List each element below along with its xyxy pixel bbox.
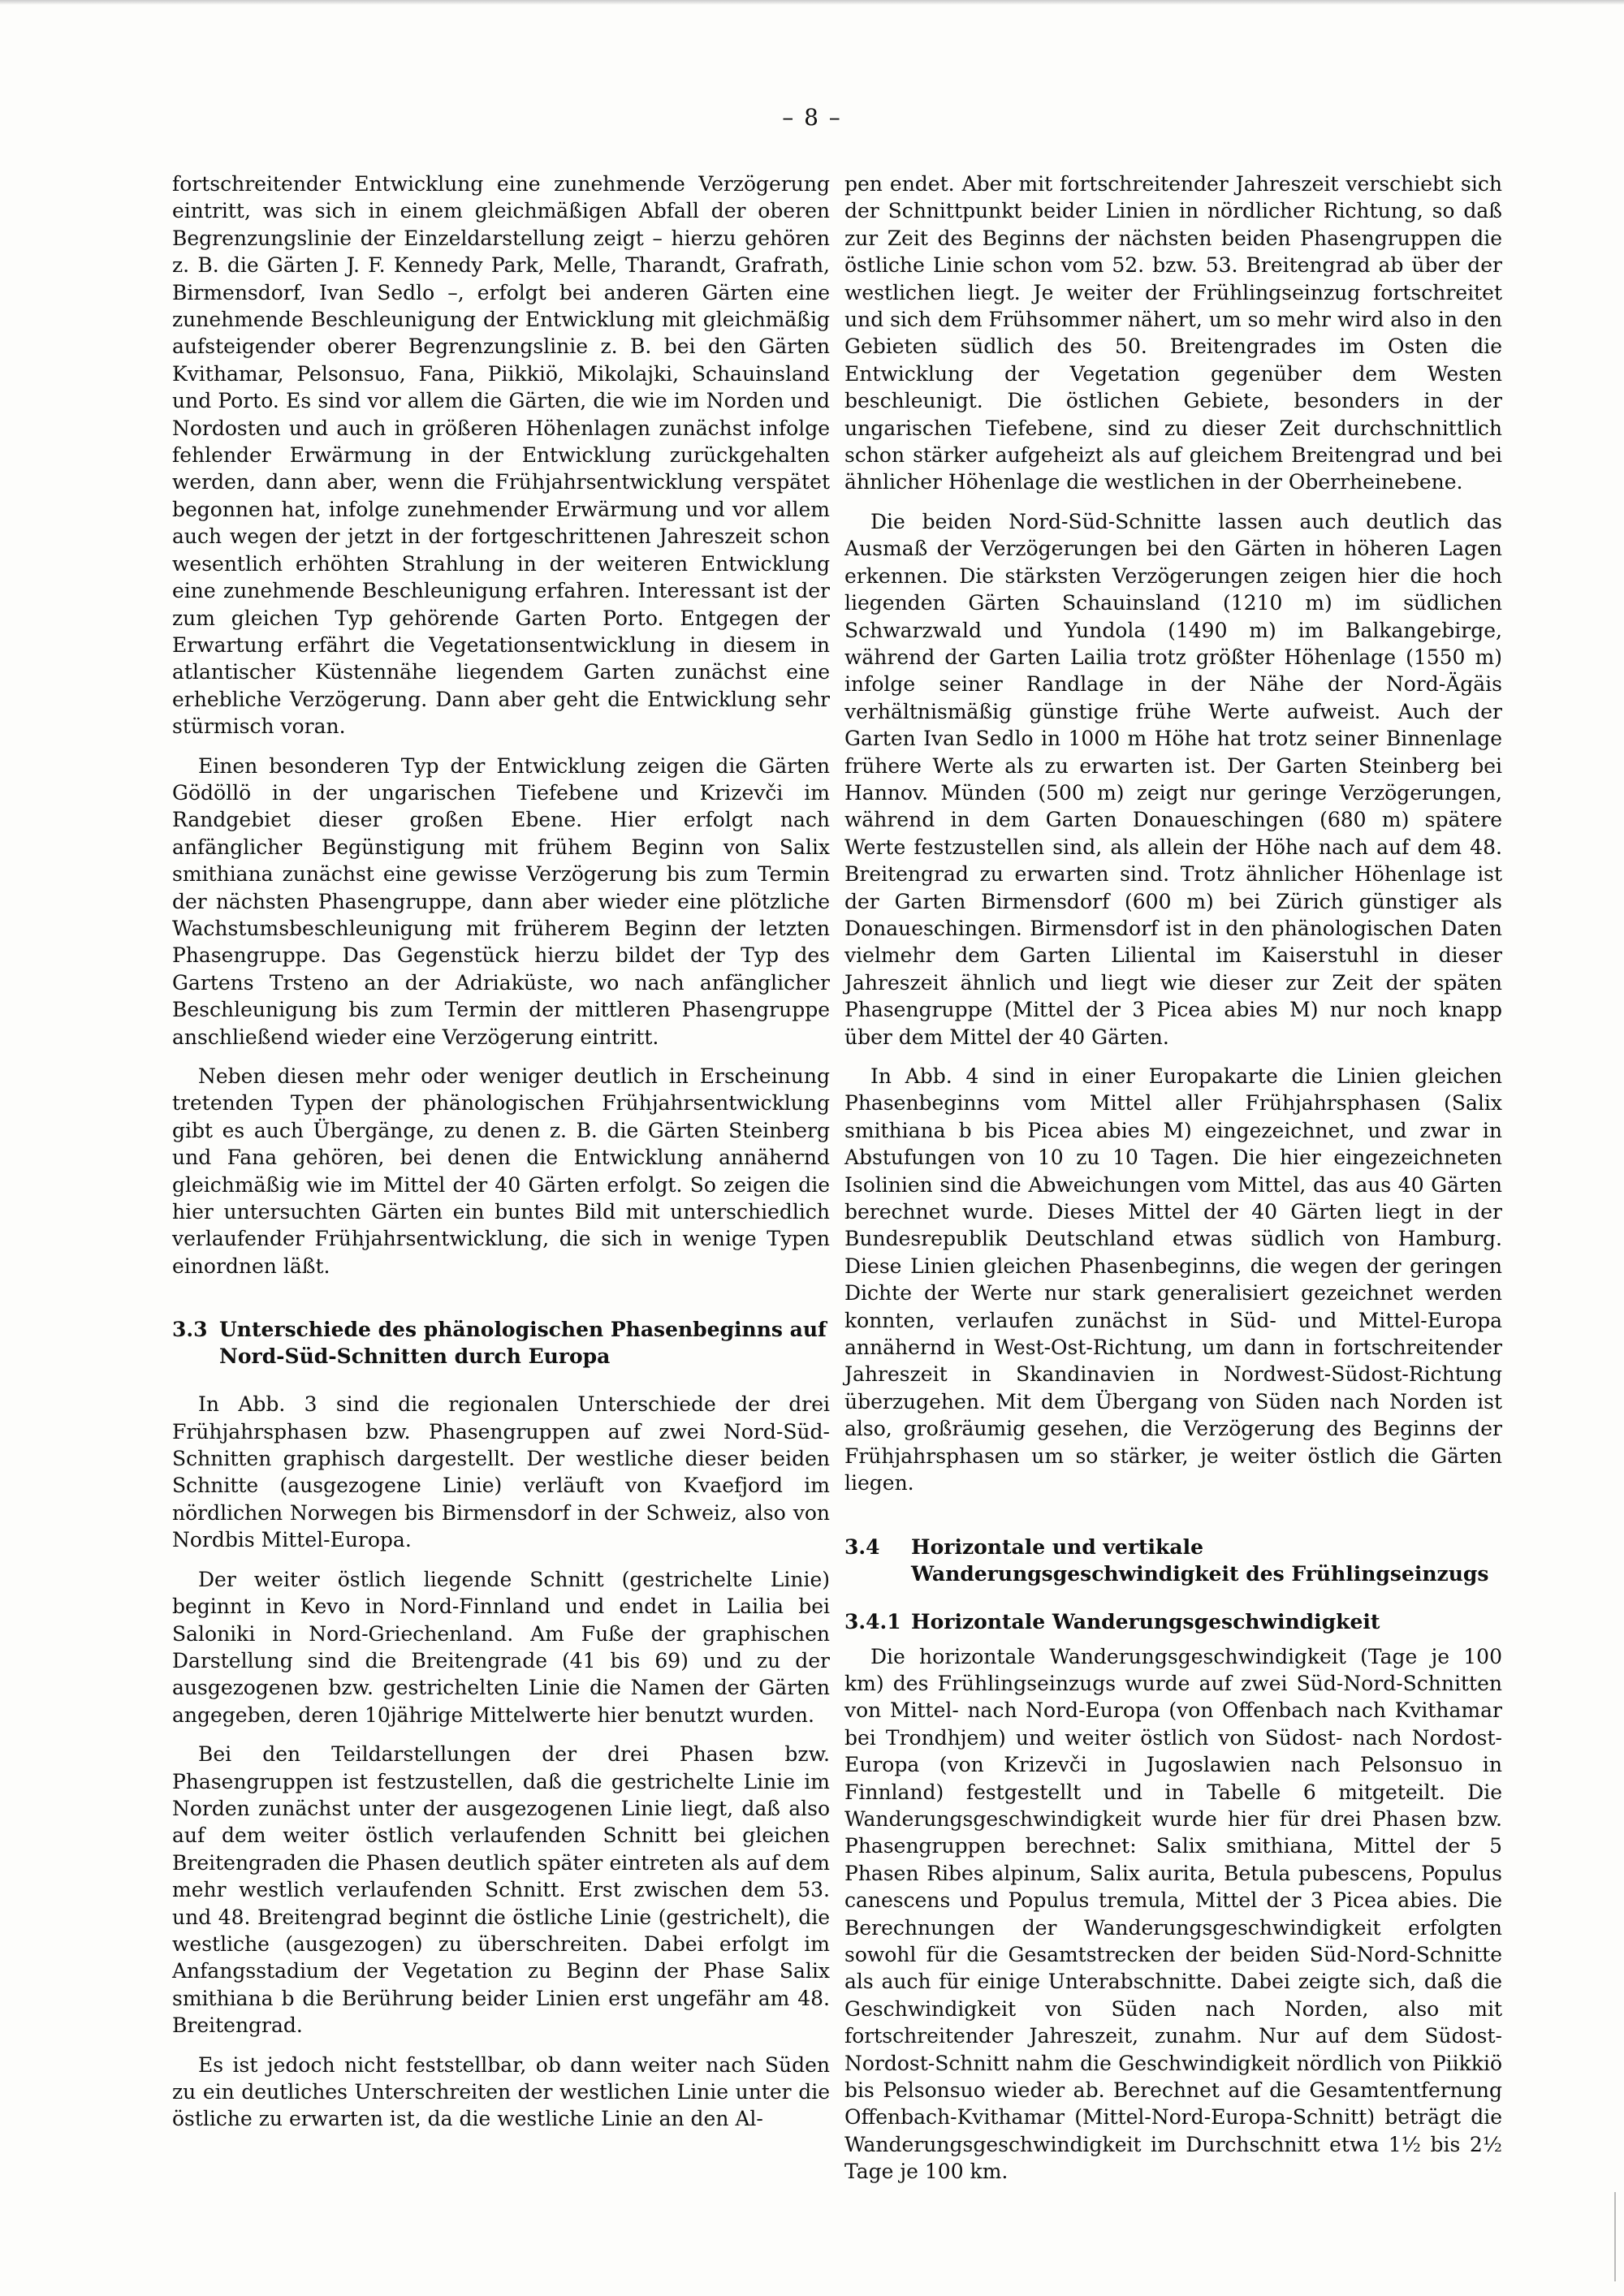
page-number: – 8 – xyxy=(782,104,842,131)
section-heading-3-4 xyxy=(844,1534,1502,1587)
paragraph: Der weiter östlich liegende Schnitt (gestrichelte Linie) beginnt in Kevo in Nord-Finnland und endet in Lailia bei Saloniki in Nord-Griechenland. Am Fuße der graphischen Darstellung sind die Breitengrade (41 bis 69) und zu der ausgezogenen bzw. gestrichelten Linie die Namen der Gärten angegeben, deren 10jährige Mittelwerte hier benutzt wurden. xyxy=(172,1567,830,1727)
scan-top-edge xyxy=(0,0,1624,5)
paragraph: pen endet. Aber mit fortschreitender Jahreszeit verschiebt sich der Schnittpunkt beider Linien in nördlicher Richtung, so daß zur Zeit des Beginns der nächsten beiden Phasengruppen die östliche Linie schon vom 52. bzw. 53. Breitengrad ab über der westlichen liegt. Je weiter der Frühlingseinzug fortschreitet und sich dem Frühsommer nähert, um so mehr wird also in den Gebieten südlich des 50. Breitengrades im Osten die Entwicklung der Vegetation gegenüber dem Westen beschleunigt. Die östlichen Gebiete, besonders in der ungarischen Tiefebene, sind zu dieser Zeit durchschnittlich schon stärker aufgeheizt als auf gleichem Breitengrad und bei ähnlicher Höhenlage die westlichen in der Oberrheinebene. xyxy=(844,172,1502,494)
section-title: Horizontale Wanderungsgeschwindigkeit xyxy=(911,1609,1380,1634)
section-title: Horizontale und vertikale Wanderungsgeschwindigkeit des Frühlingseinzugs xyxy=(911,1534,1489,1586)
scan-edge-mark xyxy=(1614,2192,1616,2281)
paragraph: Einen besonderen Typ der Entwicklung zeigen die Gärten Gödöllö in der ungarischen Tiefebene und Krizevči im Randgebiet dieser großen Ebene. Hier erfolgt nach anfänglicher Begünstigung mit frühem Beginn von Salix smithiana zunächst eine gewisse Verzögerung bis zum Termin der nächsten Phasengruppe, dann aber wieder eine plötzliche Wachstumsbeschleunigung mit früherem Beginn der letzten Phasengruppe. Das Gegenstück hierzu bildet der Typ des Gartens Trsteno an der Adriaküste, wo nach anfänglicher Beschleunigung bis zum Termin der mittleren Phasengruppe anschließend wieder eine Verzögerung eintritt. xyxy=(172,753,830,1049)
section-heading-3-3 xyxy=(172,1316,830,1370)
paragraph: Es ist jedoch nicht feststellbar, ob dann weiter nach Süden zu ein deutliches Unterschreiten der westlichen Linie unter die östliche zu erwarten ist, da die westliche Linie an den Al- xyxy=(172,2052,830,2131)
paragraph: In Abb. 3 sind die regionalen Unterschiede der drei Frühjahrsphasen bzw. Phasengruppen auf zwei Nord-Süd-Schnitten graphisch dargestellt. Der westliche dieser beiden Schnitte (ausgezogene Linie) verläuft von Kvaefjord im nördlichen Norwegen bis Birmensdorf in der Schweiz, also von Nordbis Mittel-Europa. xyxy=(172,1392,830,1552)
section-number: 3.4.1 xyxy=(844,1609,901,1634)
left-column xyxy=(172,170,830,2145)
paragraph: Die horizontale Wanderungsgeschwindigkeit (Tage je 100 km) des Frühlingseinzugs wurde auf zwei Süd-Nord-Schnitten von Mittel- nach Nord-Europa (von Offenbach nach Kvithamar bei Trondhjem) und weiter östlich von Südost- nach Nordost-Europa (von Krizevči in Jugoslawien nach Pelsonsuo in Finnland) festgestellt und in Tabelle 6 mitgeteilt. Die Wanderungsgeschwindigkeit wurde hier für drei Phasen bzw. Phasengruppen berechnet: Salix smithiana, Mittel der 5 Phasen Ribes alpinum, Salix aurita, Betula pubescens, Populus canescens und Populus tremula, Mittel der 3 Picea abies. Die Berechnungen der Wanderungsgeschwindigkeit erfolgten sowohl für die Gesamtstrecken der beiden Süd-Nord-Schnitte als auch für einige Unterabschnitte. Dabei zeigte sich, daß die Geschwindigkeit von Süden nach Norden, also mit fortschreitender Jahreszeit, zunahm. Nur auf dem Südost-Nordost-Schnitt nahm die Geschwindigkeit nördlich von Piikkiö bis Pelsonsuo wieder ab. Berechnet auf die Gesamtentfernung Offenbach-Kvithamar (Mittel-Nord-Europa-Schnitt) beträgt die Wanderungsgeschwindigkeit im Durchschnitt etwa 1½ bis 2½ Tage je 100 km. xyxy=(844,1644,1502,2184)
section-title: Unterschiede des phänologischen Phasenbeginns auf Nord-Süd-Schnitten durch Europa xyxy=(219,1318,827,1369)
paragraph: fortschreitender Entwicklung eine zunehmende Verzögerung eintritt, was sich in einem gleichmäßigen Abfall der oberen Begrenzungslinie der Einzeldarstellung zeigt – hierzu gehören z. B. die Gärten J. F. Kennedy Park, Melle, Tharandt, Grafrath, Birmensdorf, Ivan Sedlo –, erfolgt bei anderen Gärten eine zunehmende Beschleunigung der Entwicklung mit gleichmäßig aufsteigender oberer Begrenzungslinie z. B. bei den Gärten Kvithamar, Pelsonsuo, Fana, Piikkiö, Mikolajki, Schauinsland und Porto. Es sind vor allem die Gärten, die wie im Norden und Nordosten und auch in größeren Höhenlagen zunächst infolge fehlender Erwärmung in der Entwicklung zurückgehalten werden, dann aber, wenn die Frühjahrsentwicklung verspätet begonnen hat, infolge zunehmender Erwärmung und vor allem auch wegen der jetzt in der fortgeschrittenen Jahreszeit schon wesentlich erhöhten Strahlung in der weiteren Entwicklung eine zunehmende Beschleunigung erfahren. Interessant ist der zum gleichen Typ gehörende Garten Porto. Entgegen der Erwartung erfährt die Vegetationsentwicklung in diesem in atlantischer Küstennähe liegendem Garten zunächst eine erhebliche Verzögerung. Dann aber geht die Entwicklung sehr stürmisch voran. xyxy=(172,172,830,739)
section-number: 3.3 xyxy=(172,1318,208,1342)
paragraph: In Abb. 4 sind in einer Europakarte die Linien gleichen Phasenbeginns vom Mittel aller Frühjahrsphasen (Salix smithiana b bis Picea abies M) eingezeichnet, und zwar in Abstufungen von 10 zu 10 Tagen. Die hier eingezeichneten Isolinien sind die Abweichungen vom Mittel, das aus 40 Gärten berechnet wurde. Dieses Mittel der 40 Gärten liegt in der Bundesrepublik Deutschland etwas südlich von Hamburg. Diese Linien gleichen Phasenbeginns, die wegen der geringen Dichte der Werte nur stark generalisiert gezeichnet werden konnten, verlaufen zunächst in Süd- und Mittel-Europa annähernd in West-Ost-Richtung, um dann in fortschreitender Jahreszeit in Skandinavien in Nordwest-Südost-Richtung überzugehen. Mit dem Übergang von Süden nach Norden ist also, großräumig gesehen, die Verzögerung des Beginns der Frühjahrsphasen um so stärker, je weiter östlich die Gärten liegen. xyxy=(844,1064,1502,1495)
section-number: 3.4 xyxy=(844,1534,880,1559)
paragraph: Bei den Teildarstellungen der drei Phasen bzw. Phasengruppen ist festzustellen, daß die gestrichelte Linie im Norden zunächst unter der ausgezogenen Linie liegt, daß also auf dem weiter östlich verlaufenden Schnitt bei gleichen Breitengraden die Phasen deutlich später eintreten als auf dem mehr westlich verlaufenden Schnitt. Erst zwischen dem 53. und 48. Breitengrad beginnt die östliche Linie (gestrichelt), die westliche (ausgezogen) zu überschreiten. Dabei erfolgt im Anfangsstadium der Vegetation zu Beginn der Phase Salix smithiana b die Berührung beider Linien erst ungefähr am 48. Breitengrad. xyxy=(172,1742,830,2038)
paragraph: Die beiden Nord-Süd-Schnitte lassen auch deutlich das Ausmaß der Verzögerungen bei den Gärten in höheren Lagen erkennen. Die stärksten Verzögerungen zeigen hier die hoch liegenden Gärten Schauinsland (1210 m) im südlichen Schwarzwald und Yundola (1490 m) im Balkangebirge, während der Garten Lailia trotz größter Höhenlage (1550 m) infolge seiner Randlage in der Nähe der Nord-Ägäis verhältnismäßig günstige frühe Werte aufweist. Auch der Garten Ivan Sedlo in 1000 m Höhe hat trotz seiner Binnenlage frühere Werte als zu erwarten ist. Der Garten Steinberg bei Hannov. Münden (500 m) zeigt nur geringe Verzögerungen, während in dem Garten Donaueschingen (680 m) spätere Werte festzustellen sind, als allein der Höhe nach auf dem 48. Breitengrad zu erwarten sind. Trotz ähnlicher Höhenlage ist der Garten Birmensdorf (600 m) bei Zürich günstiger als Donaueschingen. Birmensdorf ist in den phänologischen Daten vielmehr dem Garten Liliental im Kaiserstuhl in dieser Jahreszeit ähnlich und liegt wie dieser zur Zeit der späten Phasengruppe (Mittel der 3 Picea abies M) nur noch knapp über dem Mittel der 40 Gärten. xyxy=(844,509,1502,1049)
section-heading-3-4-1 xyxy=(844,1608,1502,1635)
paragraph: Neben diesen mehr oder weniger deutlich in Erscheinung tretenden Typen der phänologischen Frühjahrsentwicklung gibt es auch Übergänge, zu denen z. B. die Gärten Steinberg und Fana gehören, bei denen die Entwicklung annähernd gleichmäßig wie im Mittel der 40 Gärten erfolgt. So zeigen die hier untersuchten Gärten ein buntes Bild mit unterschiedlich verlaufender Frühjahrsentwicklung, die sich in wenige Typen einordnen läßt. xyxy=(172,1064,830,1278)
right-column xyxy=(844,170,1502,2198)
